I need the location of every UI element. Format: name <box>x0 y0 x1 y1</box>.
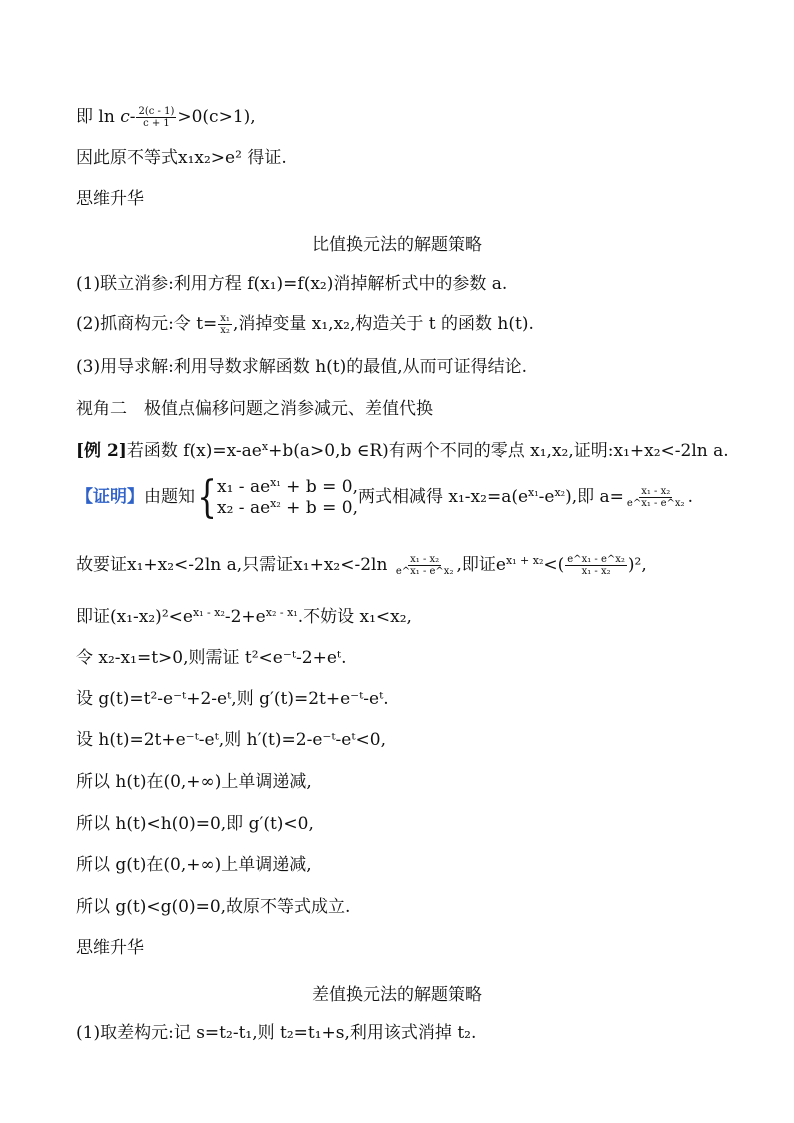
equation-system <box>217 477 358 519</box>
proof-label: 【证明】 <box>76 487 144 507</box>
heading-thinking-2: 思维升华 <box>76 938 144 958</box>
strategy-1: (1)联立消参:利用方程 f(x₁)=f(x₂)消掉解析式中的参数 a. <box>76 274 508 294</box>
line-p6: 所以 h(t)<h(0)=0,即 g′(t)<0, <box>76 814 314 834</box>
frac-den: x₁ - x₂ <box>581 566 611 577</box>
example-2 <box>76 440 729 462</box>
line-need-prove <box>76 550 647 580</box>
exponent: x <box>261 440 269 453</box>
example-label: [例 2] <box>76 441 127 461</box>
frac-den: e^x₁ - e^x₂ <box>395 566 454 577</box>
brace-icon: { <box>197 471 217 523</box>
text: +b(a>0,b ∈R)有两个不同的零点 x₁,x₂,证明:x₁+x₂<-2ln a. <box>268 441 729 461</box>
text: 即证(x₁-x₂)²<e <box>76 607 193 627</box>
line-p2: 令 x₂-x₁=t>0,则需证 t²<e⁻ᵗ-2+eᵗ. <box>76 648 347 668</box>
text: ),即 a= <box>565 487 624 507</box>
text: ,即证e <box>456 555 506 575</box>
frac-num: 2(c - 1) <box>138 106 175 117</box>
exponent: x₁ <box>270 475 281 489</box>
exponent: x₂ <box>554 486 566 499</box>
text: 故要证x₁+x₂<-2ln a,只需证x₁+x₂<-2ln <box>76 555 388 575</box>
line-2: 因此原不等式x₁x₂>e² 得证. <box>76 148 287 168</box>
frac-num: x₁ - x₂ <box>410 554 440 565</box>
text: (2)抓商构元:令 t= <box>76 314 218 334</box>
strategy-2 <box>76 313 534 336</box>
text: 两式相减得 x₁-x₂=a(e <box>358 487 529 507</box>
text: -2+e <box>224 607 266 627</box>
view-two-heading: 视角二 极值点偏移问题之消参减元、差值代换 <box>76 399 433 419</box>
text: + b = 0, <box>280 497 358 518</box>
fraction <box>136 106 176 129</box>
fraction-t <box>218 313 232 336</box>
text: 由题知 <box>144 487 195 507</box>
text: <( <box>543 555 565 575</box>
exponent: x₁ - x₂ <box>192 606 225 619</box>
line-p7: 所以 g(t)在(0,+∞)上单调递减, <box>76 855 312 875</box>
fraction-ln <box>394 554 456 577</box>
heading-thinking-1: 思维升华 <box>76 189 144 209</box>
strategy-3: (3)用导求解:利用导数求解函数 h(t)的最值,从而可证得结论. <box>76 357 528 377</box>
section-title-ratio: 比值换元法的解题策略 <box>312 235 482 255</box>
line-p4: 设 h(t)=2t+e⁻ᵗ-eᵗ,则 h′(t)=2-e⁻ᵗ-eᵗ<0, <box>76 730 387 750</box>
text: )², <box>627 555 647 575</box>
equation-2 <box>217 498 358 519</box>
text: -e <box>538 487 555 507</box>
text: x₂ - ae <box>217 497 271 518</box>
exponent: x₁ <box>528 486 539 499</box>
text: .不妨设 x₁<x₂, <box>297 607 412 627</box>
section-title-difference: 差值换元法的解题策略 <box>312 985 482 1005</box>
proof-system: 【证明】由题知{ $x_1 - ae^{x_1} + b = 0$, $x_2 - ae^{x_2} + b = 0$, 两式相减得 $x_1-x_2=a(e^{x_1}-e^{x_2})$,即 a= $\frac{\text{x₁ - x₂}}{\text{e\textasciicircum{}x₁ - e\textasciicircum{}x₂}}$ . <box>76 471 693 523</box>
frac-num: x₁ <box>220 313 230 324</box>
fraction-a <box>625 486 687 509</box>
line-p3: 设 g(t)=t²-e⁻ᵗ+2-eᵗ,则 g′(t)=2t+e⁻ᵗ-eᵗ. <box>76 689 389 709</box>
text: 即 ln <box>76 107 121 127</box>
text: 若函数 f(x)=x-ae <box>126 441 262 461</box>
frac-den: c + 1 <box>143 118 170 129</box>
line-p5: 所以 h(t)在(0,+∞)上单调递减, <box>76 772 312 792</box>
line-1: 即 ln c- $\frac{2(c - 1)}{c + 1}$ >0(c>1), <box>76 106 256 129</box>
difference-strategy-1: (1)取差构元:记 s=t₂-t₁,则 t₂=t₁+s,利用该式消掉 t₂. <box>76 1023 477 1043</box>
frac-num: x₁ - x₂ <box>641 486 671 497</box>
line-p8: 所以 g(t)<g(0)=0,故原不等式成立. <box>76 897 351 917</box>
text: >0(c>1), <box>177 107 256 127</box>
text: + b = 0, <box>280 476 358 497</box>
frac-den: x₂ <box>220 325 230 336</box>
exponent: x₂ - x₁ <box>265 606 298 619</box>
exponent: x₁ + x₂ <box>505 554 544 567</box>
equation-1 <box>217 477 358 498</box>
text: ,消掉变量 x₁,x₂,构造关于 t 的函数 h(t). <box>232 314 534 334</box>
exponent: x₂ <box>270 496 281 510</box>
frac-den: e^x₁ - e^x₂ <box>626 498 685 509</box>
text: x₁ - ae <box>217 476 271 497</box>
fraction-paren <box>565 554 627 577</box>
frac-num: e^x₁ - e^x₂ <box>567 554 625 565</box>
line-p1 <box>76 606 412 628</box>
